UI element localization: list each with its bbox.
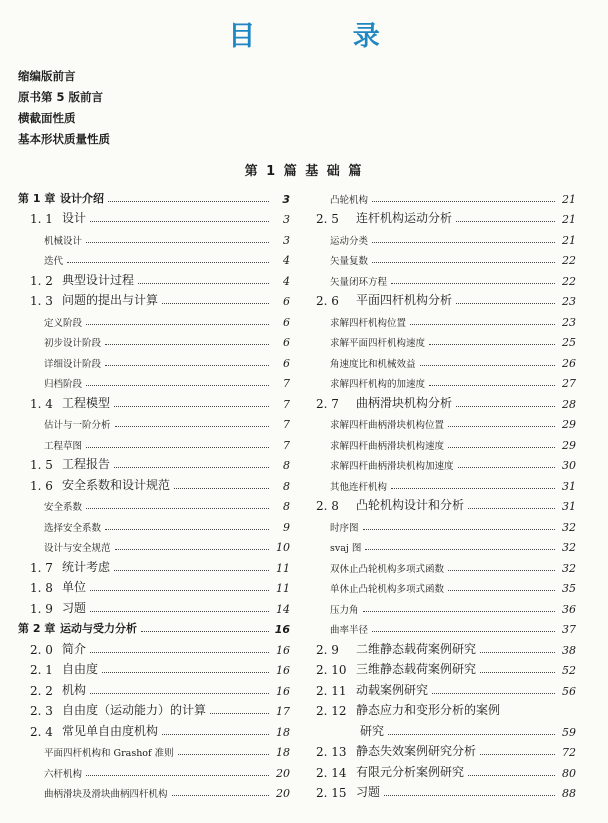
entry-page-number: 52: [562, 664, 576, 677]
entry-page-number: 26: [562, 356, 576, 370]
toc-entry-sub[interactable]: [316, 370, 576, 391]
entry-title: 详细设计阶段: [44, 358, 102, 370]
entry-page-number: 14: [276, 602, 290, 616]
entry-page-number: 9: [283, 520, 290, 534]
entry-page-number: 32: [562, 541, 576, 554]
dot-leader: [86, 507, 269, 509]
entry-number: 2. 5: [316, 212, 339, 226]
entry-page-number: 6: [283, 295, 290, 308]
entry-title: 曲柄滑块及滑块曲柄四杆机构: [44, 789, 168, 800]
toc-entry-section[interactable]: [18, 636, 290, 657]
toc-entry-section[interactable]: [316, 657, 576, 678]
front-matter-item[interactable]: 缩编版前言: [18, 69, 76, 83]
entry-title: 典型设计过程: [62, 272, 135, 287]
dot-leader: [115, 548, 269, 550]
entry-number: 1. 1: [30, 212, 53, 226]
toc-entry-section[interactable]: [316, 636, 576, 657]
front-matter-item[interactable]: 横截面性质: [18, 111, 76, 125]
dot-leader: [86, 323, 269, 325]
dot-leader: [372, 261, 555, 263]
toc-entry-section[interactable]: [316, 677, 576, 698]
entry-title: 矢量闭环方程: [330, 276, 388, 288]
entry-title: 初步设计阶段: [44, 338, 102, 349]
entry-title: 归档阶段: [44, 379, 83, 390]
dot-leader: [114, 466, 269, 468]
entry-title: 静态失效案例研究分析: [356, 744, 477, 758]
toc-entry-section[interactable]: [316, 698, 576, 719]
toc-entry-section[interactable]: [18, 472, 290, 493]
dot-leader: [429, 343, 555, 345]
toc-entry-sub[interactable]: [18, 247, 290, 268]
entry-page-number: 11: [276, 561, 290, 575]
entry-number: 2. 1: [30, 663, 53, 677]
entry-page-number: 16: [276, 643, 290, 657]
dot-leader: [420, 364, 555, 366]
entry-title: 三维静态载荷案例研究: [356, 662, 477, 676]
entry-title: 压力角: [330, 604, 359, 616]
entry-page-number: 21: [562, 192, 576, 206]
dot-leader: [410, 323, 555, 325]
entry-number: 2. 15: [316, 786, 347, 800]
entry-title: 凸轮机构设计和分析: [356, 498, 465, 512]
dot-leader: [365, 548, 555, 550]
toc-entry-section[interactable]: [316, 390, 576, 411]
toc-entry-chapter[interactable]: [18, 185, 290, 206]
entry-title: 安全系数和设计规范: [62, 477, 171, 492]
entry-title: 设计介绍: [60, 191, 104, 205]
entry-page-number: 32: [562, 561, 576, 575]
entry-page-number: 8: [283, 500, 290, 513]
entry-title: 机构: [62, 682, 87, 697]
dot-leader: [86, 241, 269, 243]
toc-entry-sub[interactable]: [316, 308, 576, 329]
entry-page-number: 28: [562, 397, 576, 411]
dot-leader: [86, 774, 269, 776]
dot-leader: [448, 569, 555, 571]
dot-leader: [432, 692, 555, 694]
toc-entry-sub[interactable]: [18, 329, 290, 350]
entry-page-number: 8: [283, 459, 290, 472]
dot-leader: [141, 630, 269, 632]
entry-number: 2. 9: [316, 642, 339, 657]
entry-page-number: 23: [562, 315, 576, 329]
entry-page-number: 3: [283, 213, 290, 226]
entry-page-number: 3: [283, 233, 290, 247]
entry-page-number: 29: [562, 438, 576, 452]
entry-page-number: 20: [276, 787, 290, 800]
entry-number: 1. 9: [30, 601, 53, 616]
toc-entry-sub[interactable]: [316, 226, 576, 247]
dot-leader: [448, 446, 555, 448]
dot-leader: [90, 589, 269, 591]
entry-title: 工程草图: [44, 440, 83, 452]
toc-entry-sub[interactable]: [18, 739, 290, 760]
entry-number: 1. 8: [30, 581, 53, 595]
entry-number: 第 2 章: [18, 622, 56, 635]
entry-title: 统计考虑: [62, 559, 111, 574]
dot-leader: [372, 630, 555, 632]
toc-entry-section[interactable]: [18, 698, 290, 719]
front-matter-list: [18, 66, 110, 150]
toc-entry-sub[interactable]: [316, 575, 576, 596]
part-title: 第 1 篇 基 础 篇: [244, 164, 364, 179]
entry-page-number: 7: [283, 418, 290, 431]
dot-leader: [456, 302, 555, 304]
entry-page-number: 18: [276, 725, 290, 739]
entry-title: 角速度比和机械效益: [330, 358, 416, 370]
entry-title: 有限元分析案例研究: [356, 764, 465, 779]
entry-title: 求解四杆机构的加速度: [330, 379, 426, 390]
dot-leader: [458, 466, 555, 468]
toc-entry-section[interactable]: [18, 657, 290, 678]
toc-entry-sub[interactable]: [18, 308, 290, 329]
entry-title: 矢量复数: [330, 256, 369, 267]
toc-right-column: [316, 185, 576, 800]
page-title: 目 录: [228, 21, 424, 52]
entry-number: 第 1 章: [18, 191, 56, 205]
entry-number: 2. 2: [30, 683, 53, 698]
entry-page-number: 18: [276, 746, 290, 759]
toc-entry-sub[interactable]: [18, 780, 290, 801]
entry-title: 求解四杆曲柄滑块机构位置: [330, 420, 445, 431]
entry-page-number: 3: [282, 192, 290, 206]
toc-entry-section[interactable]: [316, 288, 576, 309]
entry-number: 1. 5: [30, 458, 53, 472]
dot-leader: [105, 528, 269, 530]
dot-leader: [480, 753, 555, 755]
entry-title: 单休止凸轮机构多项式函数: [330, 584, 445, 595]
dot-leader: [391, 282, 555, 284]
toc-entry-section[interactable]: [18, 390, 290, 411]
entry-page-number: 31: [562, 500, 576, 513]
entry-title: 定义阶段: [44, 317, 83, 329]
entry-title: 连杆机构运动分析: [356, 211, 453, 225]
dot-leader: [468, 774, 555, 776]
dot-leader: [102, 671, 269, 673]
entry-page-number: 10: [276, 541, 290, 554]
dot-leader: [448, 589, 555, 591]
entry-page-number: 16: [274, 623, 290, 636]
toc-entry-section[interactable]: [316, 493, 576, 514]
dot-leader: [90, 220, 269, 222]
toc-entry-sub[interactable]: [316, 349, 576, 370]
entry-page-number: 23: [562, 295, 576, 308]
entry-title: 动载案例研究: [356, 682, 429, 697]
entry-page-number: 8: [283, 479, 290, 493]
entry-title: 曲柄滑块机构分析: [356, 395, 453, 410]
toc-entry-section[interactable]: [18, 554, 290, 575]
entry-page-number: 59: [562, 725, 576, 739]
dot-leader: [138, 282, 269, 284]
dot-leader: [372, 241, 555, 243]
toc-entry-sub[interactable]: [316, 595, 576, 616]
entry-page-number: 22: [562, 254, 576, 267]
toc-entry-sub[interactable]: [316, 616, 576, 637]
entry-page-number: 7: [283, 397, 290, 411]
entry-title: 习题: [62, 600, 87, 615]
entry-title: 单位: [62, 580, 87, 594]
entry-number: 2. 4: [30, 724, 53, 739]
entry-title: 二维静态载荷案例研究: [356, 641, 477, 656]
entry-page-number: 21: [562, 213, 576, 226]
entry-number: 2. 12: [316, 704, 347, 718]
entry-title: 曲率半径: [330, 625, 369, 636]
entry-number: 2. 13: [316, 745, 347, 759]
toc-entry-cont[interactable]: [316, 718, 576, 739]
entry-page-number: 29: [562, 418, 576, 431]
dot-leader: [480, 651, 555, 653]
dot-leader: [86, 384, 269, 386]
entry-title: 双休止凸轮机构多项式函数: [330, 563, 445, 575]
entry-page-number: 38: [562, 643, 576, 657]
entry-title: 选择安全系数: [44, 522, 102, 534]
front-matter-item[interactable]: 基本形状质量性质: [18, 132, 110, 146]
dot-leader: [90, 610, 269, 612]
toc-entry-sub[interactable]: [316, 431, 576, 452]
entry-title: 平面四杆机构分析: [356, 293, 453, 307]
toc-entry-sub[interactable]: [18, 431, 290, 452]
dot-leader: [105, 343, 269, 345]
toc-entry-sub[interactable]: [18, 370, 290, 391]
entry-title: 静态应力和变形分析的案例: [356, 703, 501, 717]
dot-leader: [429, 384, 555, 386]
entry-title: 自由度（运动能力）的计算: [62, 703, 207, 717]
dot-leader: [172, 794, 269, 796]
entry-page-number: 20: [276, 766, 290, 780]
dot-leader: [162, 733, 269, 735]
toc-entry-section[interactable]: [316, 739, 576, 760]
entry-title: 运动分类: [330, 235, 369, 247]
toc-entry-sub[interactable]: [316, 554, 576, 575]
entry-page-number: 6: [283, 315, 290, 329]
toc-entry-sub[interactable]: [316, 411, 576, 432]
entry-page-number: 56: [562, 684, 576, 698]
entry-page-number: 35: [562, 582, 576, 595]
dot-leader: [456, 405, 555, 407]
dot-leader: [90, 651, 269, 653]
entry-page-number: 36: [562, 602, 576, 616]
entry-number: 2. 14: [316, 765, 347, 780]
toc-entry-section[interactable]: [18, 718, 290, 739]
entry-title: 研究: [360, 723, 385, 738]
entry-page-number: 30: [562, 459, 576, 472]
entry-page-number: 7: [283, 438, 290, 452]
entry-page-number: 16: [276, 664, 290, 677]
toc-entry-sub[interactable]: [18, 513, 290, 534]
entry-page-number: 6: [283, 356, 290, 370]
toc-entry-section[interactable]: [316, 759, 576, 780]
toc-entry-sub[interactable]: [316, 534, 576, 555]
toc-entry-sub[interactable]: [18, 349, 290, 370]
dot-leader: [468, 507, 555, 509]
entry-title: 机械设计: [44, 235, 83, 247]
toc-entry-sub[interactable]: [316, 452, 576, 473]
entry-title: 自由度: [62, 662, 99, 676]
entry-page-number: 17: [276, 705, 290, 718]
entry-title: 工程报告: [62, 457, 111, 471]
entry-page-number: 72: [562, 746, 576, 759]
toc-entry-sub[interactable]: [316, 472, 576, 493]
dot-leader: [114, 569, 269, 571]
entry-title: 求解四杆机构位置: [330, 317, 407, 329]
dot-leader: [388, 733, 555, 735]
entry-page-number: 37: [562, 623, 576, 636]
dot-leader: [178, 753, 269, 755]
toc-entry-section[interactable]: [18, 677, 290, 698]
dot-leader: [363, 528, 555, 530]
entry-title: 设计: [62, 211, 87, 225]
toc-entry-sub[interactable]: [18, 226, 290, 247]
toc-entry-sub[interactable]: [316, 267, 576, 288]
dot-leader: [448, 425, 555, 427]
front-matter-item[interactable]: 原书第 5 版前言: [18, 90, 104, 104]
entry-number: 2. 3: [30, 704, 53, 718]
dot-leader: [105, 364, 269, 366]
dot-leader: [210, 712, 269, 714]
entry-number: 2. 8: [316, 499, 339, 513]
entry-page-number: 7: [283, 377, 290, 390]
toc-left-column: [18, 185, 290, 800]
dot-leader: [114, 405, 269, 407]
toc-entry-section[interactable]: [18, 267, 290, 288]
entry-title: 求解四杆曲柄滑块机构加速度: [330, 461, 454, 472]
entry-page-number: 4: [283, 254, 290, 267]
entry-title: 迭代: [44, 256, 64, 267]
entry-title: 求解四杆曲柄滑块机构速度: [330, 440, 445, 452]
entry-title: 简介: [62, 641, 87, 656]
toc-entry-section[interactable]: [316, 780, 576, 801]
dot-leader: [391, 487, 555, 489]
dot-leader: [162, 302, 269, 304]
entry-page-number: 31: [562, 479, 576, 493]
entry-title: 六杆机构: [44, 768, 83, 780]
entry-page-number: 22: [562, 274, 576, 288]
toc-entry-section[interactable]: [18, 575, 290, 596]
entry-number: 1. 3: [30, 294, 53, 308]
toc-entry-sub[interactable]: [18, 759, 290, 780]
dot-leader: [115, 425, 269, 427]
entry-title: 运动与受力分析: [60, 622, 137, 635]
toc-entry-section[interactable]: [316, 206, 576, 227]
entry-title: 问题的提出与计算: [62, 293, 159, 307]
entry-page-number: 4: [283, 274, 290, 288]
entry-page-number: 32: [562, 520, 576, 534]
toc-entry-sub[interactable]: [316, 185, 576, 206]
dot-leader: [480, 671, 555, 673]
entry-number: 1. 7: [30, 560, 53, 575]
dot-leader: [108, 200, 269, 202]
toc-entry-sub[interactable]: [18, 534, 290, 555]
entry-title: 其他连杆机构: [330, 481, 388, 493]
dot-leader: [363, 610, 555, 612]
entry-page-number: 21: [562, 233, 576, 247]
toc-entry-sub[interactable]: [18, 493, 290, 514]
entry-page-number: 88: [562, 787, 576, 800]
toc-entry-chapter[interactable]: [18, 616, 290, 637]
entry-number: 2. 0: [30, 642, 53, 657]
entry-page-number: 27: [562, 377, 576, 390]
entry-number: 2. 7: [316, 396, 339, 411]
entry-page-number: 25: [562, 336, 576, 349]
toc-entry-sub[interactable]: [18, 411, 290, 432]
toc-entry-section[interactable]: [18, 452, 290, 473]
entry-number: 1. 4: [30, 396, 53, 411]
entry-title: 时序图: [330, 522, 359, 534]
dot-leader: [174, 487, 269, 489]
toc-entry-sub[interactable]: [316, 513, 576, 534]
entry-title: 凸轮机构: [330, 194, 369, 206]
entry-number: 1. 6: [30, 478, 53, 493]
entry-page-number: 11: [276, 582, 290, 595]
entry-page-number: 6: [283, 336, 290, 349]
toc-entry-section[interactable]: [18, 288, 290, 309]
entry-page-number: 80: [562, 766, 576, 780]
entry-title: 平面四杆机构和 Grashof 准则: [44, 748, 174, 759]
entry-title: 习题: [356, 785, 381, 799]
entry-title: 设计与安全规范: [44, 543, 111, 554]
entry-title: 工程模型: [62, 395, 111, 410]
dot-leader: [90, 692, 269, 694]
dot-leader: [456, 220, 555, 222]
entry-number: 2. 10: [316, 663, 347, 677]
entry-number: 2. 6: [316, 294, 339, 308]
entry-title: 常见单自由度机构: [62, 723, 159, 738]
entry-title: svaj 图: [330, 543, 362, 554]
toc-entry-section[interactable]: [18, 595, 290, 616]
entry-number: 2. 11: [316, 683, 347, 698]
entry-page-number: 16: [276, 684, 290, 698]
toc-entry-sub[interactable]: [316, 329, 576, 350]
dot-leader: [86, 446, 269, 448]
entry-title: 求解平面四杆机构速度: [330, 338, 426, 349]
entry-title: 安全系数: [44, 502, 83, 513]
dot-leader: [67, 261, 269, 263]
entry-title: 估计与一阶分析: [44, 420, 111, 431]
entry-number: 1. 2: [30, 273, 53, 288]
dot-leader: [372, 200, 555, 202]
dot-leader: [384, 794, 555, 796]
toc-entry-section[interactable]: [18, 206, 290, 227]
toc-entry-sub[interactable]: [316, 247, 576, 268]
